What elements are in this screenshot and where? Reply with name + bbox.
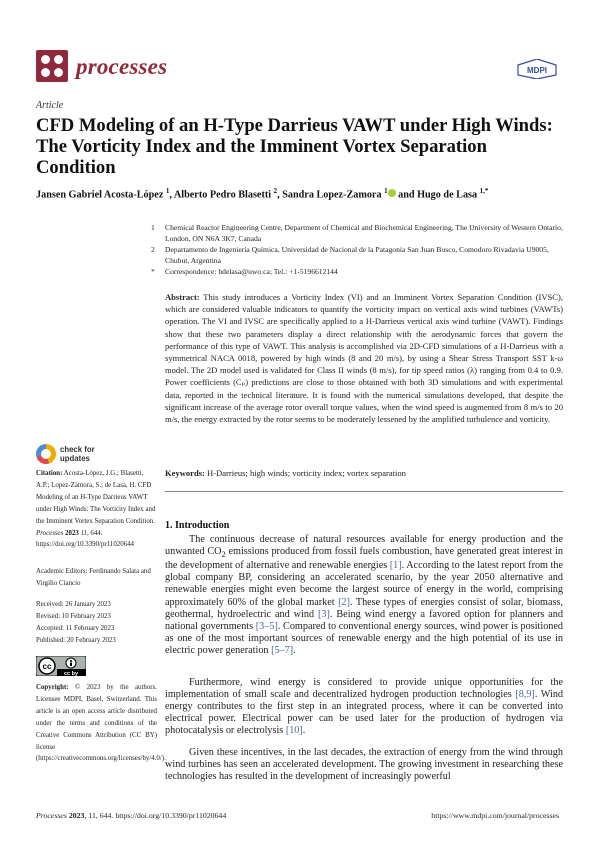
journal-name[interactable]: processes [76, 54, 168, 79]
cc-by-license-icon[interactable] [36, 656, 86, 676]
mdpi-logo[interactable] [516, 59, 558, 79]
reference-link[interactable]: [1] [389, 560, 402, 572]
orcid-icon[interactable] [388, 189, 396, 197]
author-name[interactable]: Jansen Gabriel Acosta-López [36, 189, 164, 201]
paragraph: Given these incentives, in the last decades, the extraction of energy from the wind through wind turbines has seen an accelerated development. The growing investment in researching these technologies has resulted in the development of increasingly powerful [165, 747, 563, 783]
correspondence: * Correspondence: hdelasa@uwo.ca; Tel.: +1-5196612144 [151, 267, 338, 276]
revised-date: Revised: 10 February 2023 [36, 613, 111, 620]
reference-link[interactable]: [2] [338, 596, 350, 608]
author-name[interactable]: Sandra Lopez-Zamora [282, 189, 382, 201]
reference-link[interactable]: [3] [318, 608, 330, 620]
abstract [165, 291, 563, 425]
journal-logo [36, 50, 68, 82]
reference-link[interactable]: [3–5] [255, 620, 278, 632]
journal-url-link[interactable]: https://www.mdpi.com/journal/processes [431, 811, 559, 820]
abstract-text: This study introduces a Vorticity Index (VI) and an Imminent Vortex Separation Condition (IVSC), which are considered valuable indicators to quantify the vorticity impact on vertical axis wind turbines (VAWTs) operation. The VI and IVSC are specifically applied to a H-Darrieus vertical axis wind turbine (VAWT). Findings show that these two parameters display a direct relationship with the aerodynamic forces that govern the performance of this type of VAWT. This analysis is accomplished via 2D-CFD simulations of a H-Darrieus with a symmetrical NACA 0018, powered by high winds (8 and 20 m/s), by using a Shear Stress Transport SST k-ω model. The 2D model used is validated for Class II winds (8 m/s), for tip speed ratios (λ) ranging from 0.4 to 0.9. Power coefficients (Cₚ) predictions are close to those obtained with both 3D simulations and with experimental data, reported in the technical literature. It is found with the numerical simulations developed, that despite the significant increase of the average rotor overall torque values, when the wind speed is augmented from 8 m/s to 20 m/s, the energy extracted by the rotor seems to be moderately lessened by the amplified turbulence and vorticity. [165, 292, 563, 425]
abstract-label: Abstract: [165, 292, 200, 302]
publisher-name: MDPI [527, 66, 547, 75]
paper-title: CFD Modeling of an H-Type Darrieus VAWT under High Winds: The Vorticity Index and the Imminent Vortex Separation Condition [36, 115, 553, 178]
affiliation: 1 Chemical Reactor Engineering Centre, Department of Chemical and Biochemical Engineering, The University of Western Ontario, London, ON N6A 3K7, Canada [151, 223, 563, 243]
affiliation: 2 Departamento de Ingeniería Química, Universidad de Nacional de la Patagonia San Juan Bosco, Comodoro Rivadavia U9005, Chubut, Argentina [151, 245, 549, 265]
reference-link[interactable]: [10] [285, 725, 303, 737]
accepted-date: Accepted: 11 February 2023 [36, 625, 115, 632]
paragraph: Furthermore, wind energy is considered to provide unique opportunities for the implementation of small scale and decentralized hydrogen production technologies [8,9]. Wind energy contributes to the first step in an integrated process, where it can be converted into electrical power. Electrical power can be used later for the production of hydrogen via photocatalysis or electrolysis [10]. [165, 677, 564, 737]
author-list: Jansen Gabriel Acosta-López $^1$, Alberto Pedro Blasetti $^2$, Sandra Lopez-Zamora $^1$ and Hugo de Lasa $^{1,*}$ [36, 187, 489, 201]
citation-block: Citation: Acosta-López, J.G.; Blasetti, A.P.; Lopez-Zamora, S.; de Lasa, H. CFD Modeling of an H-Type Darrieus VAWT under High Winds: The Vorticity Index and the Imminent Vortex Separation Condition. Processes 2023 11, 644. https://doi.org/10.3390/pr11020644 [36, 470, 156, 549]
article-type: Article [36, 100, 64, 111]
received-date: Received: 26 January 2023 [36, 601, 111, 608]
keywords-label: Keywords: [165, 468, 205, 478]
svg-text:cc: cc [42, 662, 52, 671]
section-heading: 1. Introduction [165, 520, 230, 531]
check-updates-icon [36, 444, 56, 464]
footer-citation: Processes 2023, 11, 644. https://doi.org/10.3390/pr11020644 [36, 811, 227, 820]
svg-text:cc by: cc by [63, 671, 79, 676]
check-for-updates-button[interactable]: check for updates [36, 444, 96, 466]
author-name[interactable]: and Hugo de Lasa [398, 189, 478, 201]
paragraph: The continuous decrease of natural resources available for energy production and the unwanted $CO_2$ emissions produced from fossil fuels combustion, have generated great interest in the development of alternative and renewable energies [1]. According to the latest report from the global company BP, considering an accelerated scenario, by the year 2050 alternative and renewable energies might even become the largest source of energy in the world, comprising approximately 60% of the global market [2]. These types of energies consist of solar, biomass, geothermal, hydroelectric and wind [3]. Being wind energy a favored option for planners and national governments [3–5]. Compared to conventional energy sources, wind power is positioned as one of the most important sources of renewable energy and the high potential of its use in electric power generation [5–7]. [165, 534, 563, 656]
academic-editors: Academic Editors: Ferdinando Salata and Virgilio Ciancio [36, 568, 151, 587]
reference-link[interactable]: [5–7] [271, 644, 294, 656]
author-name[interactable]: Alberto Pedro Blasetti [173, 189, 272, 201]
reference-link[interactable]: [8,9] [515, 689, 535, 701]
published-date: Published: 20 February 2023 [36, 637, 116, 644]
keywords: Keywords: H-Darrieus; high winds; vorticity index; vortex separation [165, 468, 406, 478]
divider [165, 491, 563, 492]
copyright-notice: Copyright: © 2023 by the authors. Licensee MDPI, Basel, Switzerland. This article is an open access article distributed under the terms and conditions of the Creative Commons Attribution (CC BY) license (https://creativecommons.org/licenses/by/4.0/). [36, 684, 166, 763]
